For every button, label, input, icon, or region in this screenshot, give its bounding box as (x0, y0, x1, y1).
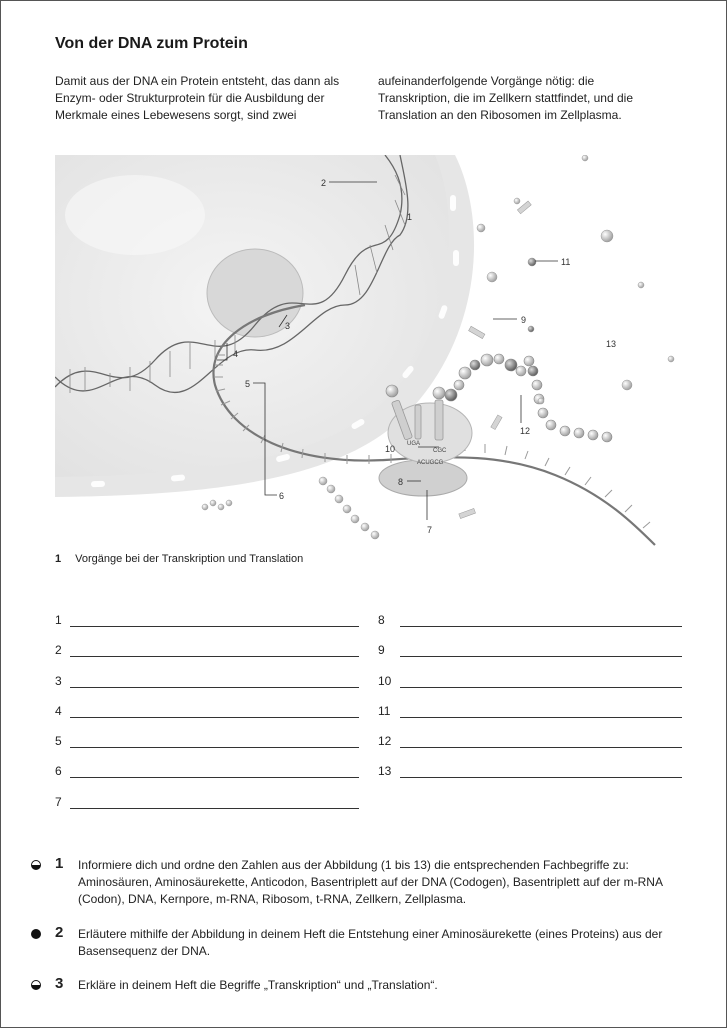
task-number: 3 (55, 975, 64, 992)
figure-label-9: 9 (521, 315, 527, 325)
task-number: 1 (55, 855, 64, 872)
figure-caption (55, 553, 303, 565)
figure-label-1: 1 (407, 212, 413, 222)
answer-rule[interactable] (70, 687, 359, 688)
answer-line-number: 12 (378, 734, 392, 749)
figure-label-6: 6 (279, 491, 285, 501)
answer-line-number: 7 (55, 794, 62, 809)
answer-line-number: 11 (378, 703, 391, 718)
answer-rule[interactable] (400, 687, 682, 688)
task-text: Erläutere mithilfe der Abbildung in deinem Heft die Entstehung einer Aminosäurekette (eines Proteins) aus der Basensequenz der DNA. (78, 927, 663, 958)
answer-rule[interactable] (400, 717, 682, 718)
difficulty-half-icon (31, 860, 41, 870)
answer-line-number: 6 (55, 764, 62, 779)
answer-line-number: 1 (55, 613, 62, 627)
answer-line-number: 4 (55, 703, 62, 718)
answer-rule[interactable] (70, 777, 359, 778)
task-text: Informiere dich und ordne den Zahlen aus der Abbildung (1 bis 13) die entsprechenden Fachbegriffe zu: Aminosäuren, Aminosäurekette, Anticodon, Basentriplett auf der DNA (Codogen), Basentriplett auf der m-RNA (Codon), DNA, Kernpore, m-RNA, Ribosom, t-RNA, Zellkern, Zellplasma. (78, 858, 663, 906)
figure-label-3: 3 (285, 321, 291, 331)
answer-line-number: 9 (378, 643, 385, 658)
figure-label-5: 5 (245, 379, 251, 389)
caption-text: Vorgänge bei der Transkription und Translation (75, 553, 304, 565)
transcription-translation-figure (55, 155, 691, 555)
anticodon-text: UGA (407, 441, 421, 447)
answer-rule[interactable] (70, 747, 359, 748)
answer-rule[interactable] (400, 777, 682, 778)
difficulty-half-icon (31, 980, 41, 990)
figure-label-12: 12 (520, 426, 531, 436)
answer-rule[interactable] (400, 656, 682, 657)
figure-label-8: 8 (398, 477, 404, 487)
difficulty-full-icon (31, 929, 41, 939)
figure-illustration (55, 155, 691, 555)
answer-rule[interactable] (400, 747, 682, 748)
task-number: 2 (55, 924, 64, 941)
answer-line-number: 13 (378, 764, 392, 779)
answer-line-number: 3 (55, 673, 62, 688)
figure-label-2: 2 (321, 178, 327, 188)
answer-rule[interactable] (70, 808, 359, 809)
answer-rule[interactable] (70, 626, 359, 627)
answer-rule[interactable] (70, 717, 359, 718)
answer-rule[interactable] (400, 626, 682, 627)
answer-line-number: 2 (55, 643, 62, 658)
answer-line-number: 8 (378, 613, 385, 627)
figure-label-10: 10 (385, 444, 396, 454)
caption-number: 1 (55, 553, 62, 565)
trna-codon-text: CGC (433, 448, 447, 454)
task-text: Erkläre in deinem Heft die Begriffe „Transkription“ und „Translation“. (78, 978, 438, 992)
page-title: Von der DNA zum Protein (55, 35, 248, 52)
figure-label-13: 13 (606, 339, 617, 349)
intro-text-left: Damit aus der DNA ein Protein entsteht, das dann als Enzym- oder Strukturprotein für die Ausbildung der Merkmale eines Lebewesens sorgt, sind zwei (55, 74, 340, 122)
answer-rule[interactable] (70, 656, 359, 657)
intro-text-right: aufeinanderfolgende Vorgänge nötig: die Transkription, die im Zellkern stattfindet, und die Translation an den Ribosomen im Zellplasma. (378, 74, 634, 122)
mrna-codon-text: ACUGCG (417, 460, 444, 466)
figure-label-7: 7 (427, 525, 433, 535)
answer-line-number: 5 (55, 734, 62, 749)
answer-line-number: 10 (378, 673, 392, 688)
figure-label-4: 4 (233, 349, 239, 359)
figure-label-11: 11 (561, 257, 571, 267)
